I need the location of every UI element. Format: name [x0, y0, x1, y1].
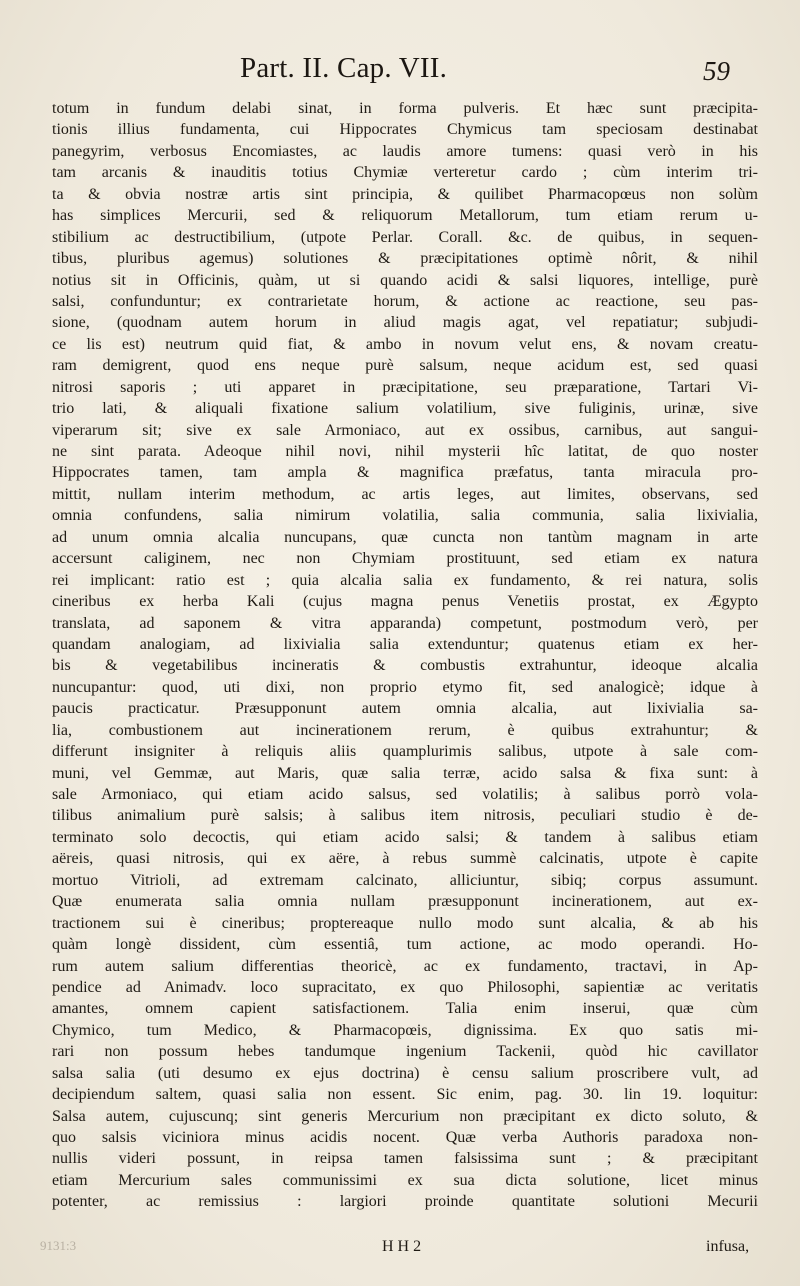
text-line: bis & vegetabilibus incineratis & combustis extrahuntur, ideoque alcalia: [52, 657, 758, 675]
text-line: ad unum omnia alcalia nuncupans, quæ cuncta non tantùm magnam in arte: [52, 528, 758, 546]
text-line: tilibus animalium purè salsis; à salibus item nitrosis, peculiari studio è de-: [52, 807, 758, 825]
text-line: stibilium ac destructibilium, (utpote Perlar. Corall. &c. de quibus, in sequen-: [52, 228, 758, 246]
text-line: sale Armoniaco, qui etiam acido salsus, sed volatilis; à salibus porrò vola-: [52, 786, 758, 803]
bleed-through-text: 9131:3: [40, 1238, 77, 1253]
text-line: notius sit in Officinis, quàm, ut si quando acidi & salsi liquores, intellige, purè: [52, 271, 758, 289]
text-line: cineribus ex herba Kali (cujus magna penus Venetiis prostat, ex Ægypto: [52, 593, 758, 611]
text-line: salsa salia (uti desumo ex ejus doctrina) è censu salium proscribere vult, ad: [52, 1064, 758, 1082]
text-line: Quæ enumerata salia omnia nullam præsupponunt incinerationem, aut ex-: [52, 893, 758, 911]
page-header: [0, 52, 800, 92]
text-line: ce lis est) neutrum quid fiat, & ambo in novum velut ens, & novam creatu-: [52, 335, 758, 353]
text-line: nitrosi saporis ; uti apparet in præcipitatione, seu præparatione, Tartari Vi-: [52, 378, 758, 396]
text-line: rari non possum hebes tandumque ingenium Tackenii, quòd hic cavillator: [52, 1043, 758, 1061]
text-line: ne sint parata. Adeoque nihil novi, nihil mysterii hîc latitat, de quo noster: [52, 443, 758, 460]
text-line: Hippocrates tamen, tam ampla & magnifica præfatus, tanta miracula pro-: [52, 464, 758, 482]
text-line: quàm longè dissident, cùm essentiâ, tum actione, ac modo operandi. Ho-: [52, 936, 758, 954]
text-line: trio lati, & aliquali fixatione salium volatilium, sive fuliginis, urinæ, sive: [52, 400, 758, 418]
text-line: ta & obvia nostræ artis sint principia, & quilibet Pharmacopœus non solùm: [52, 185, 758, 203]
text-line: tibus, pluribus agemus) solutiones & præcipitationes optimè nôrit, & nihil: [52, 250, 758, 268]
text-line: sione, (quodnam autem horum in aliud magis agat, vel repatiatur; subjudi-: [52, 314, 758, 332]
text-line: decipiendum saltem, quasi salia non essent. Sic enim, pag. 30. lin 19. loquitur:: [52, 1086, 758, 1104]
text-line: panegyrim, verbosus Encomiastes, ac laudis amore tumens: quasi verò in his: [52, 142, 758, 160]
running-head: Part. II. Cap. VII.: [240, 52, 448, 84]
text-line: viperarum sit; sive ex sale Armoniaco, aut ex ossibus, carnibus, aut sangui-: [52, 421, 758, 439]
text-line: rei implicant: ratio est ; quia alcalia salia ex fundamento, & rei natura, solis: [52, 571, 758, 589]
text-line: tam arcanis & inauditis totius Chymiæ verteretur cardo ; cùm interim tri-: [52, 164, 758, 182]
text-line: lia, combustionem aut incinerationem rerum, è quibus extrahuntur; &: [52, 721, 758, 739]
text-line: salsi, confunduntur; ex contrarietate horum, & actione ac reactione, seu pas-: [52, 292, 758, 310]
text-line: has simplices Mercurii, sed & reliquorum Metallorum, tum etiam rerum u-: [52, 207, 758, 225]
text-line: amantes, omnem capient satisfactionem. Talia enim inserui, quæ cùm: [52, 1000, 758, 1018]
page-number: 59: [703, 56, 730, 86]
body-text: [52, 98, 758, 1213]
text-line: aëreis, quasi nitrosis, qui ex aëre, à rebus summè calcinatis, utpote è capite: [52, 850, 758, 868]
signature-mark: H H 2: [382, 1238, 422, 1255]
text-line: nullis videri possunt, in reipsa tamen falsissima sunt ; & præcipitant: [52, 1150, 758, 1168]
text-line: mittit, nullam interim methodum, ac artis leges, aut limites, observans, sed: [52, 485, 758, 503]
text-line: terminato solo decoctis, qui etiam acido salsi; & tandem à salibus etiam: [52, 828, 758, 846]
text-line: translata, ad saponem & vitra apparanda) competunt, postmodum verò, per: [52, 614, 758, 632]
text-line: paucis practicatur. Præsupponunt autem omnia alcalia, aut lixivialia sa-: [52, 700, 758, 718]
text-line: potenter, ac remissius : largiori proinde quantitate solutioni Mecurii: [52, 1193, 758, 1211]
text-line: omnia confundens, salia nimirum volatilia, salia communia, salia lixivialia,: [52, 507, 758, 525]
text-line: tionis illius fundamenta, cui Hippocrates Chymicus tam speciosam destinabat: [52, 121, 758, 139]
text-line: accersunt caliginem, nec non Chymiam prostituunt, sed etiam ex natura: [52, 550, 758, 568]
text-line: nuncupantur: quod, uti dixi, non proprio etymo fit, sed analogicè; idque à: [52, 678, 758, 696]
text-line: tractionem sui è cineribus; proptereaque nullo modo sunt alcalia, & ab his: [52, 914, 758, 932]
page-footer: [0, 1238, 800, 1260]
text-line: Chymico, tum Medico, & Pharmacopœis, dignissima. Ex quo satis mi-: [52, 1021, 758, 1039]
catchword: infusa,: [706, 1238, 750, 1255]
text-line: quandam analogiam, ad lixivialia salia extenduntur; quatenus etiam ex her-: [52, 635, 758, 653]
text-line: quo salsis viciniora minus acidis nocent. Quæ verba Authoris paradoxa non-: [52, 1129, 758, 1146]
text-line: differunt insigniter à reliquis aliis quamplurimis salibus, utpote à sale com-: [52, 743, 758, 761]
text-line: totum in fundum delabi sinat, in forma pulveris. Et hæc sunt præcipita-: [52, 100, 758, 117]
text-line: mortuo Vitrioli, ad extremam calcinato, alliciuntur, sibiq; corpus assumunt.: [52, 871, 758, 889]
text-line: muni, vel Gemmæ, aut Maris, quæ salia terræ, acido salsa & fixa sunt: à: [52, 764, 758, 782]
text-line: etiam Mercurium sales communissimi ex sua dicta solutione, licet minus: [52, 1171, 758, 1189]
text-line: pendice ad Animadv. loco supracitato, ex quo Philosophi, sapientiæ ac veritatis: [52, 978, 758, 996]
text-line: Salsa autem, cujuscunq; sint generis Mercurium non præcipitant ex dicto soluto, &: [52, 1107, 758, 1125]
text-line: ram demigrent, quod ens neque purè salsum, neque acidum est, sed quasi: [52, 357, 758, 375]
text-line: rum autem salium differentias theoricè, ac ex fundamento, tractavi, in Ap-: [52, 957, 758, 975]
